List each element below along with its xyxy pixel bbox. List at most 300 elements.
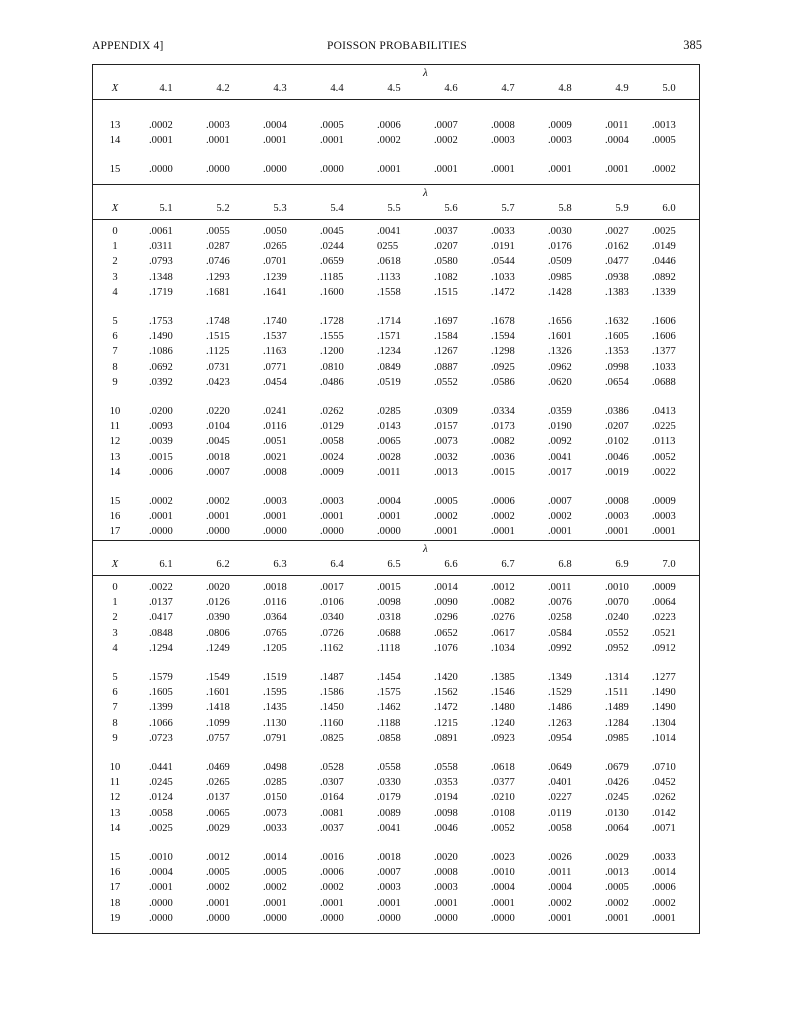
probability-cell: .1160 <box>320 717 344 729</box>
table-row <box>93 525 699 539</box>
probability-cell: .1130 <box>263 717 287 729</box>
probability-cell: .1066 <box>149 717 173 729</box>
probability-cell: .0032 <box>434 451 458 463</box>
probability-cell: .0001 <box>320 897 344 909</box>
probability-cell: .0002 <box>434 511 458 523</box>
probability-cell: .0090 <box>434 597 458 609</box>
probability-cell: .1490 <box>149 331 173 343</box>
probability-cell: .0012 <box>491 582 515 593</box>
probability-cell: .1349 <box>548 672 572 683</box>
probability-cell: .0106 <box>320 597 344 609</box>
probability-cell: .1200 <box>320 346 344 358</box>
probability-cell: .0007 <box>206 466 230 478</box>
probability-cell: .0011 <box>548 867 572 879</box>
probability-cell: .1719 <box>149 286 173 298</box>
lambda-column-header: 5.3 <box>273 203 287 214</box>
probability-cell: .0848 <box>149 627 173 639</box>
probability-cell: .1277 <box>652 672 676 683</box>
probability-cell: .0002 <box>149 120 173 131</box>
table-row <box>93 271 699 285</box>
probability-cell: .0014 <box>263 852 287 863</box>
probability-cell: .0006 <box>149 466 173 478</box>
probability-cell: .0033 <box>263 822 287 834</box>
probability-cell: .1304 <box>652 717 676 729</box>
probability-cell: .0051 <box>263 436 287 448</box>
lambda-column-header: 4.7 <box>501 83 515 94</box>
probability-cell: .0330 <box>377 777 401 789</box>
x-value: 13 <box>109 120 121 131</box>
lambda-column-header: 5.0 <box>662 83 676 94</box>
page-title: POISSON PROBABILITIES <box>327 40 467 52</box>
probability-cell: .0036 <box>491 451 515 463</box>
probability-cell: .1586 <box>320 687 344 699</box>
probability-cell: .0200 <box>149 406 173 417</box>
probability-cell: .0392 <box>149 376 173 388</box>
lambda-column-header: 4.6 <box>444 83 458 94</box>
probability-cell: .0129 <box>320 421 344 433</box>
probability-cell: .1697 <box>434 316 458 327</box>
probability-cell: .0052 <box>652 451 676 463</box>
probability-cell: .0771 <box>263 361 287 373</box>
probability-cell: .1641 <box>263 286 287 298</box>
probability-cell: .0015 <box>377 582 401 593</box>
probability-cell: .0469 <box>206 762 230 773</box>
probability-cell: .0001 <box>548 526 572 538</box>
table-row <box>93 581 699 595</box>
probability-cell: .0082 <box>491 436 515 448</box>
x-value: 9 <box>112 732 118 744</box>
probability-cell: .0241 <box>263 406 287 417</box>
probability-cell: .1595 <box>263 687 287 699</box>
probability-cell: .1529 <box>548 687 572 699</box>
probability-cell: .0580 <box>434 256 458 268</box>
lambda-column-header: 6.4 <box>330 559 344 570</box>
probability-cell: .1558 <box>377 286 401 298</box>
probability-cell: .0003 <box>652 511 676 523</box>
table-section-5-1-to-6-0 <box>93 184 699 541</box>
probability-cell: .0098 <box>434 807 458 819</box>
lambda-column-header: 6.7 <box>501 559 515 570</box>
probability-cell: .0552 <box>434 376 458 388</box>
probability-cell: .0998 <box>605 361 629 373</box>
probability-cell: .1579 <box>149 672 173 683</box>
column-header-row <box>93 199 699 220</box>
lambda-column-header: 5.4 <box>330 203 344 214</box>
probability-cell: .0002 <box>206 882 230 894</box>
probability-cell: .0150 <box>263 792 287 804</box>
probability-cell: .1562 <box>434 687 458 699</box>
probability-cell: .0892 <box>652 271 676 283</box>
probability-cell: .0002 <box>548 511 572 523</box>
probability-cell: .0309 <box>434 406 458 417</box>
probability-cell: .0710 <box>652 762 676 773</box>
probability-cell: .0423 <box>206 376 230 388</box>
table-row <box>93 466 699 480</box>
table-row <box>93 255 699 269</box>
probability-cell: .0018 <box>206 451 230 463</box>
probability-cell: .0000 <box>206 526 230 538</box>
table-row <box>93 435 699 449</box>
probability-cell: .0076 <box>548 597 572 609</box>
table-row <box>93 791 699 805</box>
probability-cell: .0276 <box>491 612 515 624</box>
probability-cell: .0001 <box>652 912 676 924</box>
probability-cell: .1462 <box>377 702 401 714</box>
probability-cell: .0124 <box>149 792 173 804</box>
probability-cell: .0000 <box>206 164 230 176</box>
probability-cell: .0679 <box>605 762 629 773</box>
table-section-6-1-to-7-0 <box>93 540 699 936</box>
probability-cell: .0417 <box>149 612 173 624</box>
probability-cell: .0037 <box>434 226 458 237</box>
probability-cell: .0985 <box>548 271 572 283</box>
probability-cell: .0887 <box>434 361 458 373</box>
table-row <box>93 119 699 133</box>
x-value: 3 <box>112 627 118 639</box>
lambda-column-header: 6.6 <box>444 559 458 570</box>
probability-cell: .0173 <box>491 421 515 433</box>
probability-cell: .0000 <box>377 912 401 924</box>
probability-cell: .0014 <box>652 867 676 879</box>
lambda-column-header: 5.9 <box>615 203 629 214</box>
probability-cell: .0116 <box>263 597 287 609</box>
probability-cell: .1435 <box>263 702 287 714</box>
probability-cell: .0029 <box>605 852 629 863</box>
probability-cell: .0007 <box>548 496 572 507</box>
x-value: 7 <box>112 346 118 358</box>
probability-cell: .0046 <box>434 822 458 834</box>
probability-cell: .0007 <box>377 867 401 879</box>
probability-cell: .0723 <box>149 732 173 744</box>
lambda-column-header: 4.2 <box>216 83 230 94</box>
x-value: 14 <box>109 135 121 147</box>
probability-cell: .0509 <box>548 256 572 268</box>
probability-cell: .0287 <box>206 241 230 253</box>
x-column-header: X <box>111 203 119 214</box>
probability-cell: .0022 <box>652 466 676 478</box>
probability-cell: .1249 <box>206 642 230 654</box>
table-row <box>93 732 699 746</box>
probability-cell: .1267 <box>434 346 458 358</box>
probability-cell: .1606 <box>652 331 676 343</box>
probability-cell: .1515 <box>206 331 230 343</box>
probability-cell: .0765 <box>263 627 287 639</box>
probability-cell: .0586 <box>491 376 515 388</box>
x-value: 11 <box>109 421 121 433</box>
probability-cell: .0002 <box>263 882 287 894</box>
probability-cell: .0003 <box>320 496 344 507</box>
probability-cell: .1748 <box>206 316 230 327</box>
probability-cell: .0001 <box>491 897 515 909</box>
probability-cell: .1082 <box>434 271 458 283</box>
probability-cell: .1537 <box>263 331 287 343</box>
table-row <box>93 451 699 465</box>
probability-cell: .0001 <box>263 897 287 909</box>
probability-cell: .0008 <box>491 120 515 131</box>
probability-cell: .0258 <box>548 612 572 624</box>
probability-cell: .0441 <box>149 762 173 773</box>
probability-cell: .1728 <box>320 316 344 327</box>
x-value: 7 <box>112 702 118 714</box>
x-value: 6 <box>112 331 118 343</box>
x-value: 15 <box>109 164 121 176</box>
probability-cell: .0005 <box>263 867 287 879</box>
probability-cell: .0064 <box>605 822 629 834</box>
probability-cell: .0285 <box>263 777 287 789</box>
probability-cell: .0225 <box>652 421 676 433</box>
probability-cell: .1118 <box>377 642 401 654</box>
probability-cell: .0688 <box>652 376 676 388</box>
probability-cell: .1418 <box>206 702 230 714</box>
probability-cell: .0002 <box>548 897 572 909</box>
probability-cell: .1234 <box>377 346 401 358</box>
probability-cell: .0058 <box>149 807 173 819</box>
probability-cell: .0244 <box>320 241 344 253</box>
table-row <box>93 717 699 731</box>
probability-cell: .1014 <box>652 732 676 744</box>
probability-cell: .0223 <box>652 612 676 624</box>
probability-cell: .0825 <box>320 732 344 744</box>
probability-cell: .0058 <box>320 436 344 448</box>
x-value: 0 <box>112 226 118 237</box>
x-value: 1 <box>112 241 118 253</box>
table-row <box>93 611 699 625</box>
probability-cell: .1348 <box>149 271 173 283</box>
probability-cell: .1215 <box>434 717 458 729</box>
probability-cell: .1480 <box>491 702 515 714</box>
probability-cell: .0013 <box>652 120 676 131</box>
probability-cell: .1205 <box>263 642 287 654</box>
probability-cell: .0004 <box>263 120 287 131</box>
probability-cell: .0654 <box>605 376 629 388</box>
probability-cell: .0364 <box>263 612 287 624</box>
probability-cell: .0045 <box>206 436 230 448</box>
probability-cell: .0001 <box>206 511 230 523</box>
probability-cell: .0001 <box>548 164 572 176</box>
probability-cell: .0149 <box>652 241 676 253</box>
probability-cell: .0005 <box>605 882 629 894</box>
x-value: 16 <box>109 867 121 879</box>
probability-cell: .1681 <box>206 286 230 298</box>
lambda-column-header: 5.1 <box>159 203 173 214</box>
probability-cell: .1185 <box>320 271 344 283</box>
probability-cell: .0143 <box>377 421 401 433</box>
probability-cell: .1294 <box>149 642 173 654</box>
probability-cell: .0009 <box>320 466 344 478</box>
probability-cell: .0207 <box>434 241 458 253</box>
probability-cell: .1454 <box>377 672 401 683</box>
probability-cell: .0142 <box>652 807 676 819</box>
probability-cell: .0041 <box>548 451 572 463</box>
probability-cell: .1033 <box>491 271 515 283</box>
probability-cell: .0001 <box>652 526 676 538</box>
probability-cell: .0194 <box>434 792 458 804</box>
probability-cell: .0092 <box>548 436 572 448</box>
probability-cell: .0003 <box>434 882 458 894</box>
probability-cell: .1753 <box>149 316 173 327</box>
probability-cell: .0001 <box>605 164 629 176</box>
probability-cell: .1584 <box>434 331 458 343</box>
probability-cell: .1420 <box>434 672 458 683</box>
probability-cell: .1511 <box>605 687 629 699</box>
table-row <box>93 163 699 177</box>
probability-cell: .0009 <box>548 120 572 131</box>
probability-cell: .1490 <box>652 687 676 699</box>
probability-cell: .0544 <box>491 256 515 268</box>
x-value: 13 <box>109 807 121 819</box>
probability-cell: 0255 <box>377 241 399 253</box>
probability-cell: .0454 <box>263 376 287 388</box>
x-value: 16 <box>109 511 121 523</box>
probability-cell: .1284 <box>605 717 629 729</box>
lambda-column-header: 5.6 <box>444 203 458 214</box>
probability-cell: .1656 <box>548 316 572 327</box>
probability-cell: .1428 <box>548 286 572 298</box>
probability-cell: .0001 <box>434 164 458 176</box>
probability-cell: .1489 <box>605 702 629 714</box>
probability-cell: .0245 <box>149 777 173 789</box>
probability-cell: .0925 <box>491 361 515 373</box>
x-value: 17 <box>109 526 121 538</box>
probability-cell: .0004 <box>377 496 401 507</box>
probability-cell: .0207 <box>605 421 629 433</box>
table-row <box>93 627 699 641</box>
probability-cell: .0064 <box>652 597 676 609</box>
probability-cell: .0985 <box>605 732 629 744</box>
probability-cell: .1555 <box>320 331 344 343</box>
probability-cell: .0046 <box>605 451 629 463</box>
probability-cell: .0618 <box>491 762 515 773</box>
probability-cell: .0004 <box>149 867 173 879</box>
probability-cell: .1034 <box>491 642 515 654</box>
probability-cell: .0806 <box>206 627 230 639</box>
x-value: 6 <box>112 687 118 699</box>
probability-cell: .1678 <box>491 316 515 327</box>
table-row <box>93 345 699 359</box>
x-value: 14 <box>109 822 121 834</box>
probability-cell: .1472 <box>434 702 458 714</box>
probability-cell: .0002 <box>149 496 173 507</box>
table-row <box>93 596 699 610</box>
probability-cell: .0000 <box>149 912 173 924</box>
probability-cell: .0296 <box>434 612 458 624</box>
probability-cell: .0010 <box>491 867 515 879</box>
table-row <box>93 225 699 239</box>
table-row <box>93 361 699 375</box>
probability-cell: .0401 <box>548 777 572 789</box>
probability-cell: .0000 <box>320 912 344 924</box>
probability-cell: .0017 <box>548 466 572 478</box>
probability-cell: .0923 <box>491 732 515 744</box>
probability-cell: .0701 <box>263 256 287 268</box>
probability-cell: .0002 <box>320 882 344 894</box>
probability-cell: .0000 <box>206 912 230 924</box>
probability-cell: .1601 <box>548 331 572 343</box>
probability-cell: .1240 <box>491 717 515 729</box>
probability-cell: .0157 <box>434 421 458 433</box>
x-value: 2 <box>112 256 118 268</box>
probability-cell: .0584 <box>548 627 572 639</box>
probability-cell: .1377 <box>652 346 676 358</box>
probability-cell: .0000 <box>320 526 344 538</box>
probability-cell: .0050 <box>263 226 287 237</box>
probability-cell: .1606 <box>652 316 676 327</box>
probability-cell: .0652 <box>434 627 458 639</box>
table-row <box>93 851 699 865</box>
probability-cell: .0334 <box>491 406 515 417</box>
probability-cell: .0477 <box>605 256 629 268</box>
probability-cell: .0618 <box>377 256 401 268</box>
probability-cell: .0052 <box>491 822 515 834</box>
probability-cell: .0018 <box>263 582 287 593</box>
probability-cell: .0081 <box>320 807 344 819</box>
probability-cell: .0552 <box>605 627 629 639</box>
probability-cell: .0137 <box>206 792 230 804</box>
probability-cell: .1740 <box>263 316 287 327</box>
x-value: 18 <box>109 897 121 909</box>
probability-cell: .0746 <box>206 256 230 268</box>
poisson-table <box>92 64 700 934</box>
probability-cell: .0013 <box>434 466 458 478</box>
lambda-column-header: 7.0 <box>662 559 676 570</box>
probability-cell: .0011 <box>605 120 629 131</box>
page-header <box>92 38 702 56</box>
probability-cell: .0016 <box>320 852 344 863</box>
probability-cell: .0265 <box>206 777 230 789</box>
probability-cell: .0089 <box>377 807 401 819</box>
probability-cell: .0055 <box>206 226 230 237</box>
probability-cell: .0126 <box>206 597 230 609</box>
probability-cell: .0000 <box>491 912 515 924</box>
probability-cell: .0001 <box>320 135 344 147</box>
probability-cell: .0858 <box>377 732 401 744</box>
probability-cell: .0001 <box>149 135 173 147</box>
probability-cell: .0073 <box>263 807 287 819</box>
probability-cell: .0426 <box>605 777 629 789</box>
probability-cell: .1086 <box>149 346 173 358</box>
probability-cell: .1263 <box>548 717 572 729</box>
probability-cell: .1519 <box>263 672 287 683</box>
probability-cell: .0001 <box>263 511 287 523</box>
lambda-column-header: 6.9 <box>615 559 629 570</box>
lambda-column-header: 4.8 <box>558 83 572 94</box>
probability-cell: .1714 <box>377 316 401 327</box>
lambda-column-header: 6.0 <box>662 203 676 214</box>
lambda-column-header: 5.5 <box>387 203 401 214</box>
probability-cell: .0010 <box>149 852 173 863</box>
probability-cell: .0005 <box>320 120 344 131</box>
probability-cell: .0649 <box>548 762 572 773</box>
x-value: 12 <box>109 436 121 448</box>
probability-cell: .1549 <box>206 672 230 683</box>
probability-cell: .0190 <box>548 421 572 433</box>
probability-cell: .1239 <box>263 271 287 283</box>
probability-cell: .0017 <box>320 582 344 593</box>
probability-cell: .1472 <box>491 286 515 298</box>
probability-cell: .0001 <box>377 511 401 523</box>
probability-cell: .0000 <box>149 164 173 176</box>
probability-cell: .0005 <box>434 496 458 507</box>
probability-cell: .0386 <box>605 406 629 417</box>
probability-cell: .0021 <box>263 451 287 463</box>
probability-cell: .1575 <box>377 687 401 699</box>
probability-cell: .0116 <box>263 421 287 433</box>
table-row <box>93 286 699 300</box>
probability-cell: .0024 <box>320 451 344 463</box>
probability-cell: .0001 <box>149 882 173 894</box>
x-value: 8 <box>112 717 118 729</box>
probability-cell: .0307 <box>320 777 344 789</box>
